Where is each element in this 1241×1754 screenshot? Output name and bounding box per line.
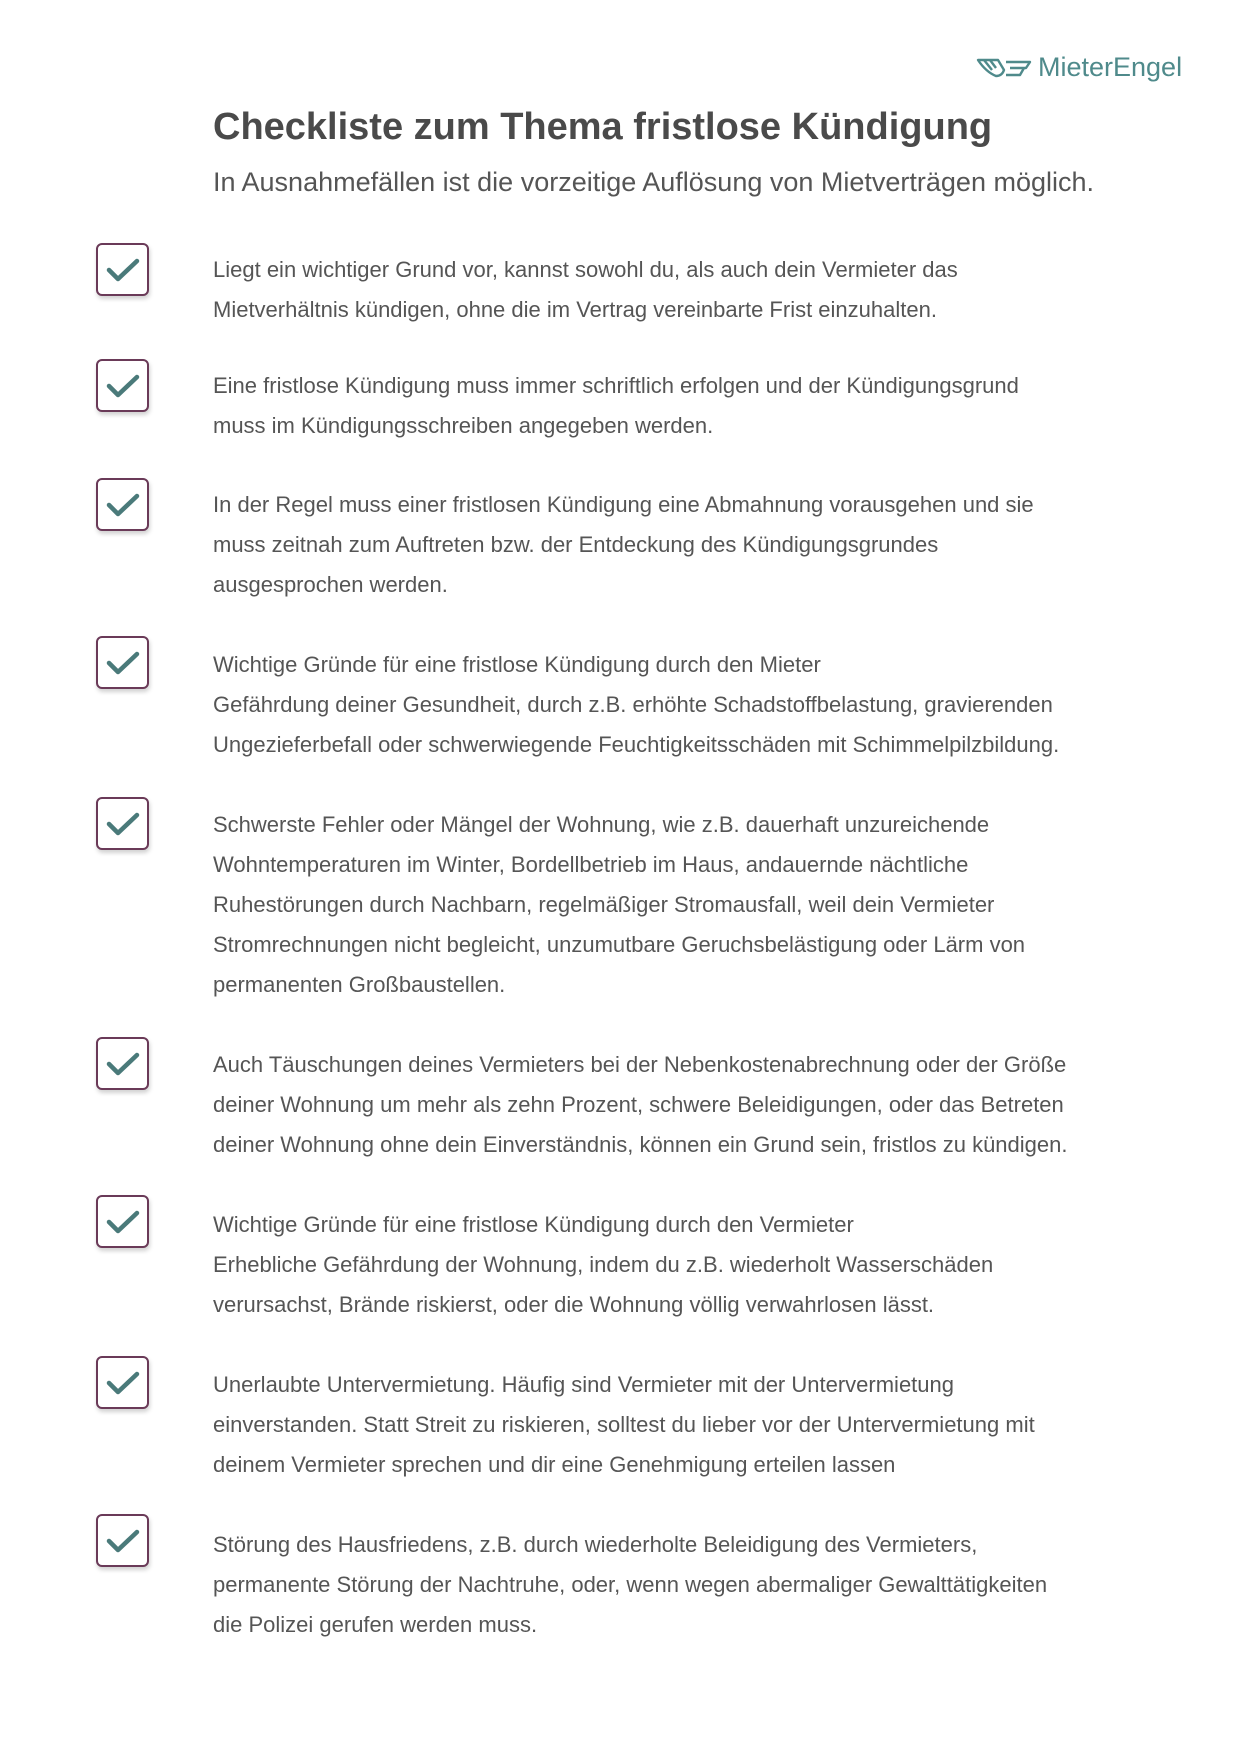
text-line: muss im Kündigungsschreiben angegeben werden. — [213, 413, 714, 438]
checklist-item-text — [213, 1525, 1153, 1645]
brand-logo — [976, 52, 1182, 83]
checkmark-icon — [106, 373, 140, 399]
checkbox[interactable] — [96, 478, 149, 531]
checklist-item-text — [213, 1365, 1153, 1485]
checkmark-icon — [106, 1051, 140, 1077]
text-line: Wohntemperaturen im Winter, Bordellbetrieb im Haus, andauernde nächtliche — [213, 852, 969, 877]
checklist-item-text — [213, 1045, 1153, 1165]
page-title: Checkliste zum Thema fristlose Kündigung — [213, 106, 993, 148]
brand-name: MieterEngel — [1038, 52, 1183, 82]
checkmark-icon — [106, 1209, 140, 1235]
text-line: Stromrechnungen nicht begleicht, unzumutbare Geruchsbelästigung oder Lärm von — [213, 932, 1026, 957]
checkbox[interactable] — [96, 636, 149, 689]
checkmark-icon — [106, 650, 140, 676]
text-line: Wichtige Gründe für eine fristlose Kündigung durch den Mieter — [213, 652, 821, 677]
text-line: Auch Täuschungen deines Vermieters bei der Nebenkostenabrechnung oder der Größe — [213, 1052, 1067, 1077]
text-line: deiner Wohnung ohne dein Einverständnis, können ein Grund sein, fristlos zu kündigen. — [213, 1132, 1068, 1157]
checkbox[interactable] — [96, 797, 149, 850]
text-line: deinem Vermieter sprechen und dir eine Genehmigung erteilen lassen — [213, 1452, 896, 1477]
text-line: Erhebliche Gefährdung der Wohnung, indem du z.B. wiederholt Wasserschäden — [213, 1252, 994, 1277]
checkbox[interactable] — [96, 1514, 149, 1567]
text-line: Wichtige Gründe für eine fristlose Kündigung durch den Vermieter — [213, 1212, 854, 1237]
checkbox[interactable] — [96, 359, 149, 412]
text-line: deiner Wohnung um mehr als zehn Prozent, schwere Beleidigungen, oder das Betreten — [213, 1092, 1064, 1117]
text-line: Schwerste Fehler oder Mängel der Wohnung, wie z.B. dauerhaft unzureichende — [213, 812, 990, 837]
text-line: Eine fristlose Kündigung muss immer schriftlich erfolgen und der Kündigungsgrund — [213, 373, 1019, 398]
text-line: verursachst, Brände riskierst, oder die Wohnung völlig verwahrlosen lässt. — [213, 1292, 935, 1317]
checklist-item-text — [213, 250, 1153, 330]
checkmark-icon — [106, 811, 140, 837]
checkbox[interactable] — [96, 1037, 149, 1090]
text-line: Störung des Hausfriedens, z.B. durch wiederholte Beleidigung des Vermieters, — [213, 1532, 978, 1557]
text-line: Ruhestörungen durch Nachbarn, regelmäßiger Stromausfall, weil dein Vermieter — [213, 892, 995, 917]
text-line: Mietverhältnis kündigen, ohne die im Vertrag vereinbarte Frist einzuhalten. — [213, 297, 937, 322]
text-line: permanenten Großbaustellen. — [213, 972, 506, 997]
text-line: permanente Störung der Nachtruhe, oder, wenn wegen abermaliger Gewalttätigkeiten — [213, 1572, 1048, 1597]
checkbox[interactable] — [96, 1356, 149, 1409]
text-line: einverstanden. Statt Streit zu riskieren, solltest du lieber vor der Untervermietung mit — [213, 1412, 1035, 1437]
text-line: die Polizei gerufen werden muss. — [213, 1612, 538, 1637]
text-line: muss zeitnah zum Auftreten bzw. der Entdeckung des Kündigungsgrundes — [213, 532, 939, 557]
page-subtitle: In Ausnahmefällen ist die vorzeitige Auflösung von Mietverträgen möglich. — [213, 167, 1094, 197]
text-line: In der Regel muss einer fristlosen Kündigung eine Abmahnung vorausgehen und sie — [213, 492, 1034, 517]
checkmark-icon — [106, 1370, 140, 1396]
text-line: Ungezieferbefall oder schwerwiegende Feuchtigkeitsschäden mit Schimmelpilzbildung. — [213, 732, 1060, 757]
checklist-item-text — [213, 366, 1153, 446]
text-line: Gefährdung deiner Gesundheit, durch z.B. erhöhte Schadstoffbelastung, gravierenden — [213, 692, 1053, 717]
checklist-item-text — [213, 1205, 1153, 1325]
checklist-item-text — [213, 645, 1153, 765]
text-line: ausgesprochen werden. — [213, 572, 448, 597]
checkbox[interactable] — [96, 1195, 149, 1248]
checklist-item-text — [213, 805, 1153, 1005]
wing-icon — [976, 56, 1032, 80]
checkmark-icon — [106, 1528, 140, 1554]
checkbox[interactable] — [96, 243, 149, 296]
text-line: Liegt ein wichtiger Grund vor, kannst sowohl du, als auch dein Vermieter das — [213, 257, 958, 282]
checkmark-icon — [106, 492, 140, 518]
checkmark-icon — [106, 257, 140, 283]
checklist-item-text — [213, 485, 1153, 605]
text-line: Unerlaubte Untervermietung. Häufig sind Vermieter mit der Untervermietung — [213, 1372, 954, 1397]
